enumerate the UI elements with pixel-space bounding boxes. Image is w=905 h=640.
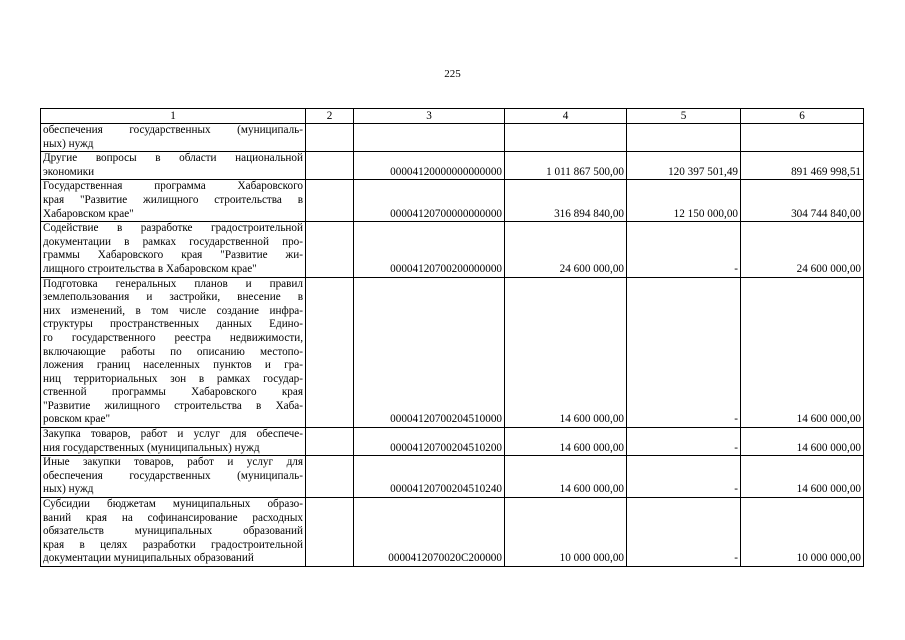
description-line: ложения границ населенных пунктов и гра-: [43, 359, 303, 372]
description-line: лищного строительства в Хабаровском крае": [43, 262, 257, 275]
row-value-col-6: 24 600 000,00: [741, 222, 864, 277]
table-row: [41, 456, 864, 498]
row-value-col-5: 12 150 000,00: [627, 180, 741, 222]
description-line: ниц территориальных зон в рамках государ-: [43, 372, 303, 385]
description-line: землепользования и застройки, внесение в: [43, 291, 303, 304]
row-budget-code: 00004120700000000000: [354, 180, 505, 222]
header-row: [41, 109, 864, 124]
header-col-1: 1: [41, 109, 306, 124]
description-line: документации муниципальных образований: [43, 552, 254, 565]
row-budget-code: 00004120700204510000: [354, 277, 505, 428]
row-col-2: [306, 456, 354, 498]
header-col-5: 5: [627, 109, 741, 124]
description-line: экономики: [43, 165, 95, 178]
table-row: [41, 152, 864, 180]
row-budget-code: [354, 124, 505, 152]
header-col-6: 6: [741, 109, 864, 124]
description-line: граммы Хабаровского края "Развитие жи-: [43, 249, 303, 262]
description-line: Субсидии бюджетам муниципальных образо-: [43, 498, 303, 511]
row-value-col-4: 14 600 000,00: [505, 456, 627, 498]
table-row: [41, 180, 864, 222]
row-value-col-4: 316 894 840,00: [505, 180, 627, 222]
description-line: края в целях разработки градостроительной: [43, 538, 303, 551]
row-description: [41, 222, 306, 277]
row-col-2: [306, 152, 354, 180]
row-value-col-6: 14 600 000,00: [741, 456, 864, 498]
row-value-col-4: 14 600 000,00: [505, 428, 627, 456]
row-value-col-5: [627, 124, 741, 152]
description-line: края "Развитие жилищного строительства в: [43, 193, 303, 206]
row-value-col-5: -: [627, 222, 741, 277]
row-description: [41, 277, 306, 428]
row-budget-code: 0000412070020C200000: [354, 498, 505, 567]
description-line: обязательств муниципальных образований: [43, 525, 303, 538]
table-row: [41, 222, 864, 277]
header-col-4: 4: [505, 109, 627, 124]
row-value-col-4: [505, 124, 627, 152]
description-line: Закупка товаров, работ и услуг для обеспече-: [43, 428, 303, 441]
budget-table: [40, 108, 864, 567]
description-line: ния государственных (муниципальных) нужд: [43, 441, 260, 454]
row-value-col-4: 14 600 000,00: [505, 277, 627, 428]
table-body: [41, 124, 864, 567]
row-value-col-5: -: [627, 456, 741, 498]
row-value-col-6: 10 000 000,00: [741, 498, 864, 567]
page-number: 225: [444, 68, 461, 80]
row-description: [41, 498, 306, 567]
row-value-col-6: 304 744 840,00: [741, 180, 864, 222]
row-description: [41, 428, 306, 456]
description-line: Содействие в разработке градостроительной: [43, 222, 303, 235]
row-value-col-4: 24 600 000,00: [505, 222, 627, 277]
description-line: обеспечения государственных (муниципаль-: [43, 124, 303, 136]
row-description: [41, 124, 306, 152]
row-value-col-5: 120 397 501,49: [627, 152, 741, 180]
table-row: [41, 124, 864, 152]
row-value-col-5: -: [627, 498, 741, 567]
description-line: Подготовка генеральных планов и правил: [43, 277, 303, 290]
row-value-col-5: -: [627, 277, 741, 428]
row-budget-code: 00004120700204510200: [354, 428, 505, 456]
description-line: документации в рамках государственной про-: [43, 235, 303, 248]
row-value-col-6: 891 469 998,51: [741, 152, 864, 180]
row-col-2: [306, 498, 354, 567]
row-col-2: [306, 277, 354, 428]
description-line: ных) нужд: [43, 483, 94, 496]
description-line: структуры пространственных данных Едино-: [43, 318, 303, 331]
header-col-2: 2: [306, 109, 354, 124]
description-line: обеспечения государственных (муниципаль-: [43, 469, 303, 482]
table-row: [41, 428, 864, 456]
row-value-col-6: 14 600 000,00: [741, 428, 864, 456]
row-budget-code: 00004120700200000000: [354, 222, 505, 277]
description-line: го государственного реестра недвижимости,: [43, 331, 303, 344]
row-budget-code: 00004120700204510240: [354, 456, 505, 498]
description-line: включающие работы по описанию местопо-: [43, 345, 303, 358]
row-description: [41, 152, 306, 180]
row-budget-code: 00004120000000000000: [354, 152, 505, 180]
row-value-col-5: -: [627, 428, 741, 456]
description-line: ровском крае": [43, 413, 111, 426]
row-description: [41, 456, 306, 498]
description-line: Другие вопросы в области национальной: [43, 152, 303, 165]
description-line: "Развитие жилищного строительства в Хаба-: [43, 399, 303, 412]
description-line: ных) нужд: [43, 137, 94, 150]
row-value-col-6: 14 600 000,00: [741, 277, 864, 428]
table-row: [41, 498, 864, 567]
row-col-2: [306, 180, 354, 222]
row-col-2: [306, 222, 354, 277]
row-col-2: [306, 124, 354, 152]
row-value-col-4: 10 000 000,00: [505, 498, 627, 567]
description-line: ственной программы Хабаровского края: [43, 386, 303, 399]
row-value-col-4: 1 011 867 500,00: [505, 152, 627, 180]
description-line: Хабаровском крае": [43, 207, 134, 220]
header-col-3: 3: [354, 109, 505, 124]
table-row: [41, 277, 864, 428]
description-line: Иные закупки товаров, работ и услуг для: [43, 456, 303, 469]
description-line: ваний края на софинансирование расходных: [43, 511, 303, 524]
row-description: [41, 180, 306, 222]
row-col-2: [306, 428, 354, 456]
description-line: них изменений, в том числе создание инфра-: [43, 304, 303, 317]
row-value-col-6: [741, 124, 864, 152]
description-line: Государственная программа Хабаровского: [43, 180, 303, 193]
